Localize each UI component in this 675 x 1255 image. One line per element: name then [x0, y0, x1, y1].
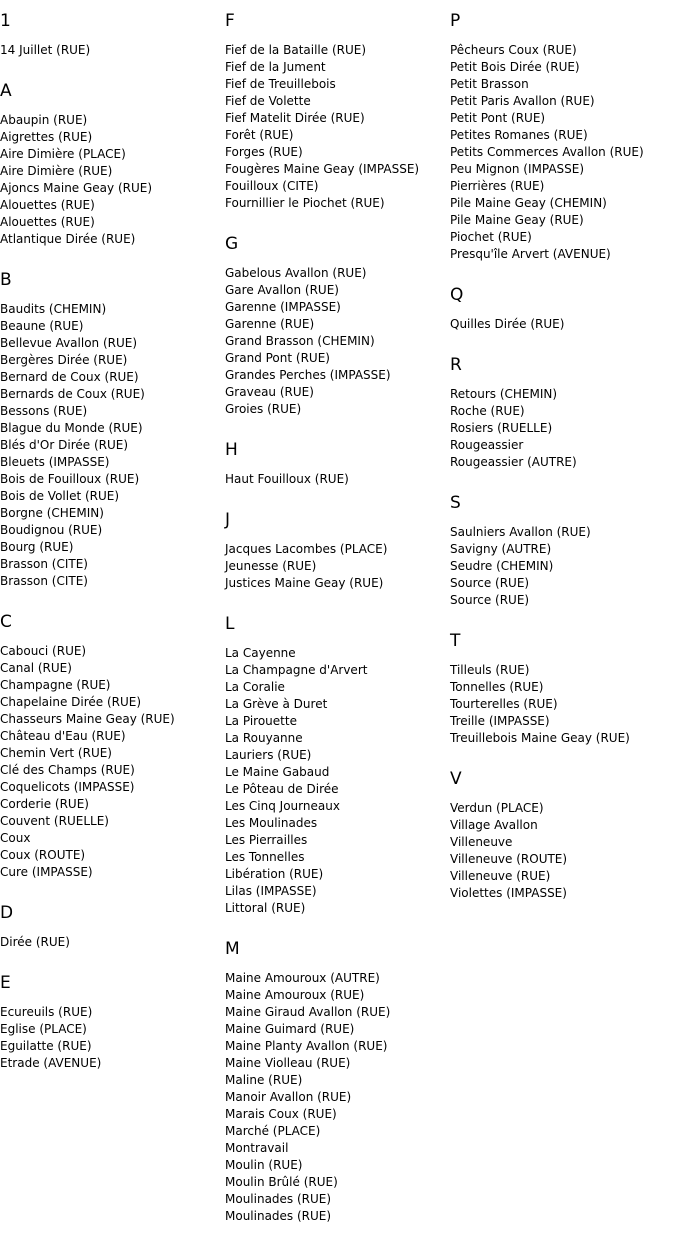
street-name: Coquelicots (IMPASSE) [0, 780, 135, 794]
letter-section [225, 939, 447, 1225]
section-letter-heading: P [450, 11, 461, 31]
street-list [0, 301, 222, 590]
street-name: Chasseurs Maine Geay (RUE) [0, 712, 175, 726]
section-letter-heading: L [225, 614, 235, 634]
letter-section [0, 11, 222, 59]
street-name: La Grève à Duret [225, 697, 328, 711]
street-name: Jacques Lacombes (PLACE) [225, 542, 388, 556]
street-name: Source (RUE) [450, 593, 530, 607]
street-name: Ajoncs Maine Geay (RUE) [0, 181, 153, 195]
street-name: La Champagne d'Arvert [225, 663, 368, 677]
letter-section [0, 973, 222, 1072]
letter-section [225, 234, 447, 418]
street-name: La Cayenne [225, 646, 296, 660]
street-name: Verdun (PLACE) [450, 801, 544, 815]
letter-section [225, 510, 447, 592]
section-letter-heading: G [225, 234, 239, 254]
section-letter-heading: B [0, 270, 12, 290]
street-name: Montravail [225, 1141, 289, 1155]
street-name: Petites Romanes (RUE) [450, 128, 588, 142]
letter-section [450, 769, 675, 902]
street-name: Source (RUE) [450, 576, 530, 590]
street-name: Petit Pont (RUE) [450, 111, 546, 125]
street-name: Les Cinq Journeaux [225, 799, 340, 813]
street-name: Grand Pont (RUE) [225, 351, 330, 365]
street-name: Les Moulinades [225, 816, 318, 830]
street-name: Pêcheurs Coux (RUE) [450, 43, 577, 57]
street-name: Fief de Volette [225, 94, 311, 108]
street-name: Treuillebois Maine Geay (RUE) [450, 731, 630, 745]
street-name: Maine Giraud Avallon (RUE) [225, 1005, 391, 1019]
street-list [225, 970, 447, 1225]
street-name: Dirée (RUE) [0, 935, 70, 949]
section-letter-heading: S [450, 493, 461, 513]
street-name: Champagne (RUE) [0, 678, 111, 692]
street-name: Atlantique Dirée (RUE) [0, 232, 136, 246]
street-name: Justices Maine Geay (RUE) [225, 576, 384, 590]
street-name: Presqu'île Arvert (AVENUE) [450, 247, 611, 261]
street-name: Peu Mignon (IMPASSE) [450, 162, 585, 176]
street-list [0, 643, 222, 881]
letter-section [450, 631, 675, 747]
street-name: Blés d'Or Dirée (RUE) [0, 438, 129, 452]
street-list [450, 386, 675, 471]
street-name: Bleuets (IMPASSE) [0, 455, 110, 469]
street-name: Le Pôteau de Dirée [225, 782, 339, 796]
street-name: Fouilloux (CITE) [225, 179, 319, 193]
section-letter-heading: J [225, 510, 231, 530]
street-name: Fief de la Bataille (RUE) [225, 43, 367, 57]
street-name: Rougeassier [450, 438, 524, 452]
street-name: Maline (RUE) [225, 1073, 303, 1087]
street-name: Groies (RUE) [225, 402, 302, 416]
street-name: Petit Paris Avallon (RUE) [450, 94, 595, 108]
street-name: Haut Fouilloux (RUE) [225, 472, 349, 486]
street-list [450, 662, 675, 747]
street-name: La Coralie [225, 680, 285, 694]
letter-section [225, 440, 447, 488]
street-name: Quilles Dirée (RUE) [450, 317, 565, 331]
letter-section [450, 285, 675, 333]
section-letter-heading: R [450, 355, 462, 375]
street-name: Tilleuls (RUE) [450, 663, 530, 677]
street-name: Moulin Brûlé (RUE) [225, 1175, 338, 1189]
street-name: Maine Amouroux (AUTRE) [225, 971, 380, 985]
street-name: La Pirouette [225, 714, 297, 728]
street-name: Bois de Fouilloux (RUE) [0, 472, 140, 486]
section-letter-heading: M [225, 939, 240, 959]
street-name: Pierrières (RUE) [450, 179, 545, 193]
letter-section [0, 81, 222, 248]
section-letter-heading: 1 [0, 11, 11, 31]
street-name: Cure (IMPASSE) [0, 865, 93, 879]
street-list [450, 524, 675, 609]
street-name: Eglise (PLACE) [0, 1022, 87, 1036]
section-letter-heading: A [0, 81, 12, 101]
street-name: Bois de Vollet (RUE) [0, 489, 120, 503]
street-name: Ecureuils (RUE) [0, 1005, 93, 1019]
street-name: Marché (PLACE) [225, 1124, 321, 1138]
street-name: Bellevue Avallon (RUE) [0, 336, 138, 350]
street-name: Rosiers (RUELLE) [450, 421, 553, 435]
street-name: Violettes (IMPASSE) [450, 886, 567, 900]
street-name: Aire Dimière (RUE) [0, 164, 113, 178]
street-name: Château d'Eau (RUE) [0, 729, 126, 743]
street-name: Gabelous Avallon (RUE) [225, 266, 367, 280]
street-name: Petit Bois Dirée (RUE) [450, 60, 580, 74]
street-name: Blague du Monde (RUE) [0, 421, 143, 435]
street-name: Bernards de Coux (RUE) [0, 387, 145, 401]
street-list [0, 42, 222, 59]
street-name: Roche (RUE) [450, 404, 525, 418]
letter-section [450, 493, 675, 609]
street-name: Cabouci (RUE) [0, 644, 87, 658]
street-name: Baudits (CHEMIN) [0, 302, 107, 316]
street-name: Villeneuve (ROUTE) [450, 852, 568, 866]
street-list [450, 316, 675, 333]
street-name: La Rouyanne [225, 731, 303, 745]
street-name: Villeneuve [450, 835, 513, 849]
street-name: Aire Dimière (PLACE) [0, 147, 126, 161]
street-name: Bourg (RUE) [0, 540, 74, 554]
street-name: Village Avallon [450, 818, 538, 832]
street-name: Manoir Avallon (RUE) [225, 1090, 352, 1104]
street-name: Petit Brasson [450, 77, 529, 91]
section-letter-heading: V [450, 769, 462, 789]
street-name: Piochet (RUE) [450, 230, 532, 244]
street-name: Graveau (RUE) [225, 385, 314, 399]
street-name: Bergères Dirée (RUE) [0, 353, 128, 367]
street-name: Les Tonnelles [225, 850, 305, 864]
section-letter-heading: H [225, 440, 238, 460]
street-name: Borgne (CHEMIN) [0, 506, 104, 520]
street-name: Boudignou (RUE) [0, 523, 103, 537]
street-name: Grandes Perches (IMPASSE) [225, 368, 391, 382]
street-list [0, 1004, 222, 1072]
street-name: Fief Matelit Dirée (RUE) [225, 111, 365, 125]
street-name: Forêt (RUE) [225, 128, 294, 142]
street-name: Pile Maine Geay (RUE) [450, 213, 584, 227]
street-name: Moulinades (RUE) [225, 1209, 332, 1223]
street-list [450, 800, 675, 902]
street-list [225, 265, 447, 418]
street-name: Seudre (CHEMIN) [450, 559, 554, 573]
street-list [225, 645, 447, 917]
street-name: Villeneuve (RUE) [450, 869, 551, 883]
street-name: Fougères Maine Geay (IMPASSE) [225, 162, 420, 176]
section-letter-heading: F [225, 11, 235, 31]
street-name: Petits Commerces Avallon (RUE) [450, 145, 644, 159]
section-letter-heading: Q [450, 285, 464, 305]
index-column-3 [450, 0, 675, 924]
section-letter-heading: C [0, 612, 12, 632]
street-list [225, 541, 447, 592]
letter-section [450, 355, 675, 471]
street-list [225, 42, 447, 212]
letter-section [225, 11, 447, 212]
street-name: Moulin (RUE) [225, 1158, 303, 1172]
street-name: Corderie (RUE) [0, 797, 89, 811]
street-list [225, 471, 447, 488]
street-name: Bessons (RUE) [0, 404, 88, 418]
street-name: Treille (IMPASSE) [450, 714, 550, 728]
street-name: Brasson (CITE) [0, 574, 88, 588]
section-letter-heading: D [0, 903, 14, 923]
street-name: Savigny (AUTRE) [450, 542, 552, 556]
street-name: Alouettes (RUE) [0, 198, 95, 212]
street-name: Jeunesse (RUE) [225, 559, 317, 573]
street-name: Fief de la Jument [225, 60, 326, 74]
street-name: 14 Juillet (RUE) [0, 43, 91, 57]
street-name: Maine Guimard (RUE) [225, 1022, 355, 1036]
street-name: Les Pierrailles [225, 833, 308, 847]
street-name: Brasson (CITE) [0, 557, 88, 571]
street-name: Garenne (RUE) [225, 317, 315, 331]
street-list [450, 42, 675, 263]
section-letter-heading: T [450, 631, 461, 651]
street-name: Tourterelles (RUE) [450, 697, 558, 711]
street-list [0, 934, 222, 951]
street-name: Retours (CHEMIN) [450, 387, 558, 401]
street-name: Libération (RUE) [225, 867, 324, 881]
street-name: Chapelaine Dirée (RUE) [0, 695, 142, 709]
street-name: Garenne (IMPASSE) [225, 300, 341, 314]
letter-section [0, 903, 222, 951]
street-name: Marais Coux (RUE) [225, 1107, 337, 1121]
street-name: Couvent (RUELLE) [0, 814, 109, 828]
letter-section [225, 614, 447, 917]
street-name: Pile Maine Geay (CHEMIN) [450, 196, 607, 210]
street-name: Forges (RUE) [225, 145, 303, 159]
street-list [0, 112, 222, 248]
street-name: Etrade (AVENUE) [0, 1056, 102, 1070]
index-column-1 [0, 0, 222, 1094]
street-name: Canal (RUE) [0, 661, 72, 675]
street-name: Fournillier le Piochet (RUE) [225, 196, 385, 210]
street-name: Coux (ROUTE) [0, 848, 86, 862]
street-name: Abaupin (RUE) [0, 113, 88, 127]
street-name: Le Maine Gabaud [225, 765, 330, 779]
street-name: Beaune (RUE) [0, 319, 84, 333]
letter-section [450, 11, 675, 263]
street-name: Aigrettes (RUE) [0, 130, 93, 144]
street-name: Maine Violleau (RUE) [225, 1056, 351, 1070]
index-column-2 [225, 0, 447, 1247]
street-name: Lilas (IMPASSE) [225, 884, 317, 898]
letter-section [0, 612, 222, 881]
street-name: Moulinades (RUE) [225, 1192, 332, 1206]
street-name: Eguilatte (RUE) [0, 1039, 92, 1053]
street-name: Clé des Champs (RUE) [0, 763, 135, 777]
street-name: Fief de Treuillebois [225, 77, 336, 91]
letter-section [0, 270, 222, 590]
street-name: Chemin Vert (RUE) [0, 746, 112, 760]
street-name: Bernard de Coux (RUE) [0, 370, 139, 384]
street-name: Saulniers Avallon (RUE) [450, 525, 591, 539]
street-name: Gare Avallon (RUE) [225, 283, 339, 297]
street-name: Tonnelles (RUE) [450, 680, 544, 694]
street-name: Lauriers (RUE) [225, 748, 312, 762]
street-name: Grand Brasson (CHEMIN) [225, 334, 375, 348]
street-name: Rougeassier (AUTRE) [450, 455, 577, 469]
street-name: Coux [0, 831, 31, 845]
street-name: Maine Amouroux (RUE) [225, 988, 365, 1002]
street-name: Maine Planty Avallon (RUE) [225, 1039, 388, 1053]
street-name: Littoral (RUE) [225, 901, 306, 915]
street-name: Alouettes (RUE) [0, 215, 95, 229]
section-letter-heading: E [0, 973, 11, 993]
